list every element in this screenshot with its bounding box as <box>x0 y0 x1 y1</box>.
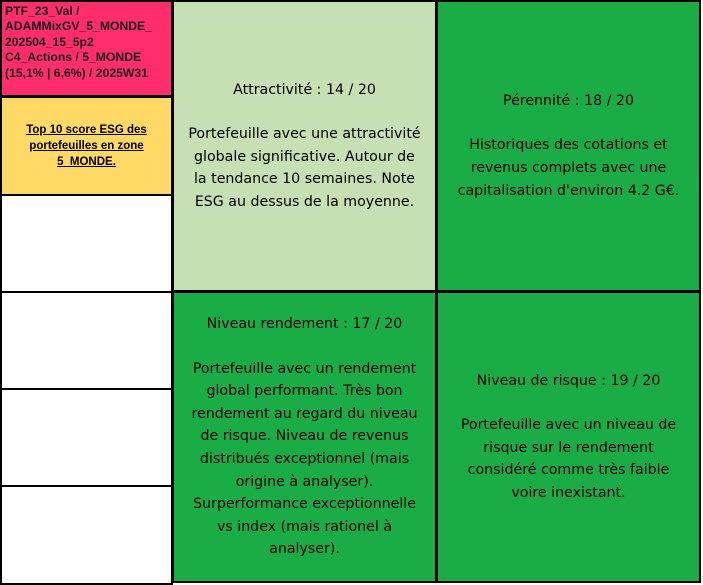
empty-cell <box>0 291 173 391</box>
rendement-line: Portefeuille avec un rendement <box>192 360 417 377</box>
rendement-cell <box>172 291 437 583</box>
rendement-line: de risque. Niveau de revenus <box>200 428 409 445</box>
risque-body <box>461 414 676 504</box>
rendement-line: global performant. Très bon <box>206 383 403 400</box>
top10-line: Top 10 score ESG des <box>26 124 147 136</box>
portfolio-id-line: C4_Actions / 5_MONDE <box>5 50 142 65</box>
attractivite-cell <box>172 0 437 292</box>
rendement-line: vs index (mais rationel à <box>216 518 393 535</box>
empty-cell <box>0 485 173 585</box>
attractivite-line: la tendance 10 semaines. Note <box>193 171 415 188</box>
risque-title: Niveau de risque : 19 / 20 <box>476 372 661 389</box>
top10-esg-cell <box>0 96 173 196</box>
perennite-cell <box>436 0 701 292</box>
rendement-body <box>191 358 417 561</box>
rendement-title: Niveau rendement : 17 / 20 <box>206 316 403 333</box>
top10-line: 5_MONDE. <box>57 156 116 168</box>
portfolio-id-line: ADAMMixGV_5_MONDE_ <box>5 19 152 34</box>
risque-line: risque sur le rendement <box>483 439 654 456</box>
portfolio-id-line: (15,1% | 6,6%) / 2025W31 <box>5 65 148 80</box>
portfolio-id-line: PTF_23_Val / <box>5 4 80 18</box>
perennite-line: capitalisation d'environ 4.2 G€. <box>457 182 680 199</box>
rendement-line: distribués exceptionnel (mais <box>199 451 410 467</box>
empty-cell <box>0 388 173 488</box>
rendement-line: rendement au regard du niveau <box>191 405 418 422</box>
perennite-title: Pérennité : 18 / 20 <box>503 92 634 109</box>
rendement-line: Surperformance exceptionnelle <box>193 496 416 513</box>
perennite-line: revenus complets avec une <box>470 160 667 176</box>
attractivite-line: Portefeuille avec une attractivité <box>188 126 421 143</box>
portfolio-id-line: 202504_15_5p2 <box>5 34 94 49</box>
attractivite-body <box>188 123 420 213</box>
empty-cell <box>0 194 173 294</box>
perennite-line: Historiques des cotations et <box>469 137 668 154</box>
risque-line: Portefeuille avec un niveau de <box>460 417 677 434</box>
attractivite-title: Attractivité : 14 / 20 <box>233 81 376 98</box>
attractivite-line: ESG au dessus de la moyenne. <box>194 193 415 210</box>
risque-cell <box>436 291 701 583</box>
rendement-line: analyser). <box>269 541 340 558</box>
perennite-body <box>458 134 680 202</box>
attractivite-line: globale significative. Autour de <box>194 148 415 165</box>
portfolio-id-cell <box>0 0 173 97</box>
rendement-line: origine à analyser). <box>235 473 374 490</box>
risque-line: considéré comme très faible <box>467 462 670 479</box>
top10-line: portefeuilles en zone <box>29 140 144 152</box>
risque-line: voire inexistant. <box>511 484 626 501</box>
